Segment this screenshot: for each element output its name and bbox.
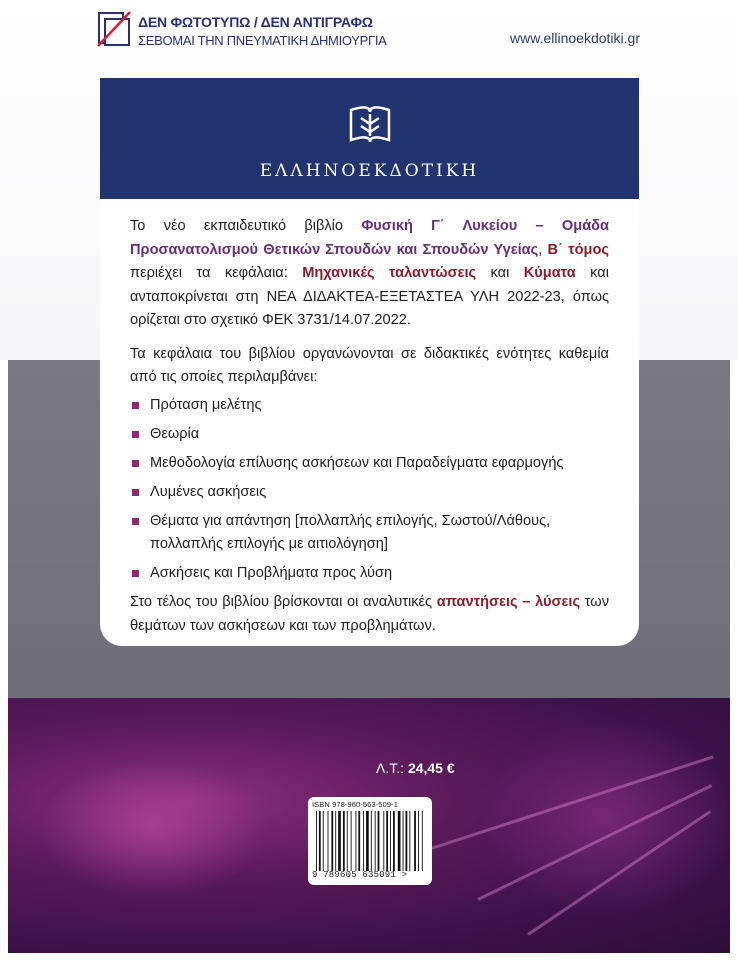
website-url: www.ellinoekdotiki.gr	[510, 30, 640, 46]
barcode-bar	[409, 811, 410, 871]
text-run: περιέχει τα κεφάλαια:	[130, 265, 303, 281]
barcode-bar	[403, 811, 404, 871]
barcode-bar	[319, 811, 321, 871]
text-run: Στο τέλος του βιβλίου βρίσκονται οι αναλυτικές	[130, 594, 437, 610]
publisher-name: ΕΛΛΗΝΟΕΚΔΟΤΙΚΗ	[259, 161, 480, 181]
contents-list	[130, 394, 609, 586]
barcode-bar	[355, 811, 356, 871]
barcode-bars	[316, 811, 426, 871]
barcode-bar	[351, 811, 352, 871]
publisher-banner	[100, 78, 639, 199]
list-item	[130, 423, 609, 447]
barcode-bar	[328, 811, 329, 871]
list-item-label: Μεθοδολογία επίλυσης ασκήσεων και Παραδείγματα εφαρμογής	[150, 454, 564, 471]
barcode-bar	[383, 811, 384, 871]
barcode-bar	[398, 811, 401, 871]
bullet-square-icon	[132, 431, 139, 438]
text-run: των θεμάτων των ασκήσεων και των προβλημάτων.	[130, 594, 609, 634]
closing-paragraph	[130, 591, 609, 638]
no-copy-notice	[96, 10, 387, 54]
book-anchor-logo-icon	[343, 102, 397, 152]
barcode-bar	[363, 811, 364, 871]
barcode-bar	[375, 811, 376, 871]
barcode-bar	[366, 811, 369, 871]
barcode-bar	[358, 811, 360, 871]
barcode-bar	[390, 811, 391, 871]
text-run: και	[476, 265, 524, 281]
chapter-name: Μηχανικές ταλαντώσεις	[302, 265, 477, 281]
photo-glow	[38, 758, 268, 898]
barcode-bar	[331, 811, 333, 871]
barcode-bar	[338, 811, 341, 871]
price-value: 24,45 €	[407, 760, 455, 776]
list-item	[130, 394, 609, 418]
barcode-bar	[386, 811, 388, 871]
answers-label: απαντήσεις – λύσεις	[436, 594, 581, 610]
price-label: Λ.Τ.:	[376, 760, 408, 776]
barcode-bar	[393, 811, 395, 871]
list-item	[130, 481, 609, 505]
list-item	[130, 562, 609, 586]
list-item	[130, 510, 609, 557]
barcode-bar	[414, 811, 416, 871]
volume-label: Β΄ τόμος	[547, 241, 609, 258]
list-item-label: Θεωρία	[150, 425, 200, 442]
list-item-label: Θέματα για απάντηση [πολλαπλής επιλογής, Σωστού/Λάθους, πολλαπλής επιλογής με αιτιολόγηση]	[150, 512, 551, 552]
barcode-bar	[422, 811, 423, 871]
list-item	[130, 452, 609, 476]
barcode-bar	[323, 811, 324, 871]
barcode-bar	[343, 811, 345, 871]
book-title: Φυσική Γ΄ Λυκείου – Ομάδα Προσανατολισμού Θετικών Σπουδών και Σπουδών Υγείας	[130, 218, 609, 258]
barcode-bar	[418, 811, 419, 871]
isbn-barcode	[308, 797, 432, 885]
photo-glow	[478, 718, 730, 918]
bullet-square-icon	[132, 570, 139, 577]
barcode-bar	[316, 811, 317, 871]
barcode-bar	[378, 811, 380, 871]
description-card	[100, 78, 639, 646]
list-item-label: Πρόταση μελέτης	[150, 396, 262, 413]
bullet-square-icon	[132, 402, 139, 409]
barcode-bar	[347, 811, 348, 871]
list-item-label: Λυμένες ασκήσεις	[150, 483, 267, 500]
text-run: Το νέο εκπαιδευτικό βιβλίο	[130, 218, 362, 234]
barcode-bar	[335, 811, 336, 871]
barcode-bar	[406, 811, 408, 871]
description-text	[100, 199, 639, 638]
text-run: και ανταποκρίνεται στη ΝΕΑ ΔΙΔΑΚΤΕΑ-ΕΞΕΤΑΣΤΕΑ ΥΛΗ 2022-23, όπως ορίζεται στο σχετικό ΦΕΚ 3731/14.07.2022.	[130, 265, 609, 328]
chapter-name: Κύματα	[523, 265, 576, 281]
isbn-text: ISBN 978-960-563-509-1	[312, 800, 399, 809]
intro-paragraph	[130, 215, 609, 333]
bullet-square-icon	[132, 518, 139, 525]
barcode-bar	[371, 811, 372, 871]
structure-paragraph: Τα κεφάλαια του βιβλίου οργανώνονται σε διδακτικές ενότητες καθεμία από τις οποίες περιλαμβάνει:	[130, 345, 609, 385]
price	[376, 760, 455, 776]
no-photocopy-icon	[96, 10, 132, 48]
no-copy-line2: ΣΕΒΟΜΑΙ ΤΗΝ ΠΝΕΥΜΑΤΙΚΗ ΔΗΜΙΟΥΡΓΙΑ	[138, 33, 387, 48]
no-copy-line1: ΔΕΝ ΦΩΤΟΤΥΠΩ / ΔΕΝ ΑΝΤΙΓΡΑΦΩ	[138, 14, 373, 30]
text-run: ,	[538, 241, 548, 258]
bullet-square-icon	[132, 460, 139, 467]
list-item-label: Ασκήσεις και Προβλήματα προς λύση	[150, 565, 393, 581]
bullet-square-icon	[132, 489, 139, 496]
barcode-digits: 9 789605 635091 >	[312, 870, 408, 880]
